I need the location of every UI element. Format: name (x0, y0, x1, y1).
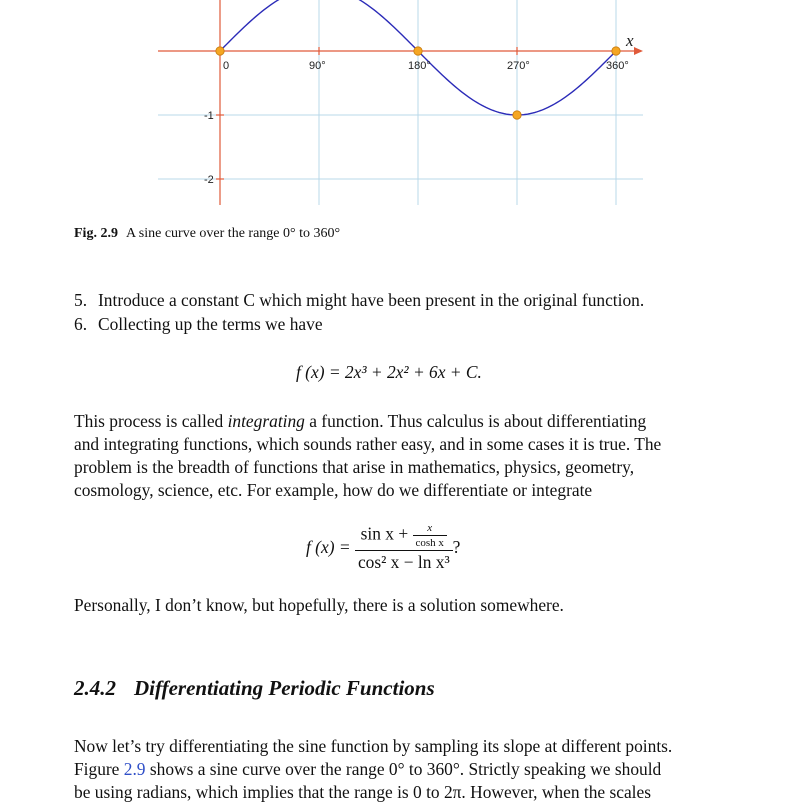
section-heading: 2.4.2 Differentiating Periodic Functions (74, 676, 435, 700)
list-item-6: 6. Collecting up the terms we have (74, 314, 323, 334)
y-tick-label-0: -1 (204, 110, 214, 122)
chart-axes (158, 0, 643, 205)
x-tick-label-2: 180° (408, 60, 431, 72)
sine-chart (0, 0, 800, 215)
x-axis-arrow (634, 47, 643, 55)
figure-caption (74, 226, 340, 242)
x-tick-label-1: 90° (309, 60, 326, 72)
data-point-2 (513, 111, 521, 119)
chart-grid (158, 0, 643, 205)
chart-tick-labels (204, 60, 629, 186)
y-tick-label-1: -2 (204, 174, 214, 186)
paragraph-differentiating: Now let’s try differentiating the sine function by sampling its slope at different points. Figure 2.9 shows a sine curve over the range 0° to 360°. Strictly speaking we should be using radians, which implies that the range is 0 to 2π. However, when the scales (74, 736, 673, 802)
paragraph-integrating: This process is called integrating a function. Thus calculus is about differentiating and integrating functions, which sounds rather easy, and in some cases it is true. The problem is the breadth of functions that arise in mathematics, physics, geometry, cosmology, science, etc. For example, how do we differentiate or integrate (74, 411, 662, 500)
paragraph-personally: Personally, I don’t know, but hopefully, there is a solution somewhere. (74, 595, 564, 615)
data-point-0 (216, 47, 224, 55)
equation-fraction: f (x) = sin x + $\frac{x}{\text{cosh x}}$ cos² x − ln x³ ? (306, 522, 461, 572)
data-point-3 (612, 47, 620, 55)
x-tick-label-4: 360° (606, 60, 629, 72)
x-axis-label: x (626, 31, 634, 50)
list-item-5: 5. Introduce a constant C which might have been present in the original function. (74, 290, 645, 310)
figure-link[interactable]: 2.9 (123, 759, 146, 779)
equation-polynomial: f (x) = 2x³ + 2x² + 6x + C. (296, 362, 482, 382)
x-tick-label-3: 270° (507, 60, 530, 72)
figure-label: Fig. 2.9 (74, 226, 118, 241)
data-point-1 (414, 47, 422, 55)
x-tick-label-0: 0 (223, 60, 230, 72)
equation-fraction-body: sin x + $\frac{x}{\text{cosh x}}$ cos² x − ln x³ (355, 522, 453, 573)
figure-caption-text: A sine curve over the range 0° to 360° (125, 226, 341, 241)
